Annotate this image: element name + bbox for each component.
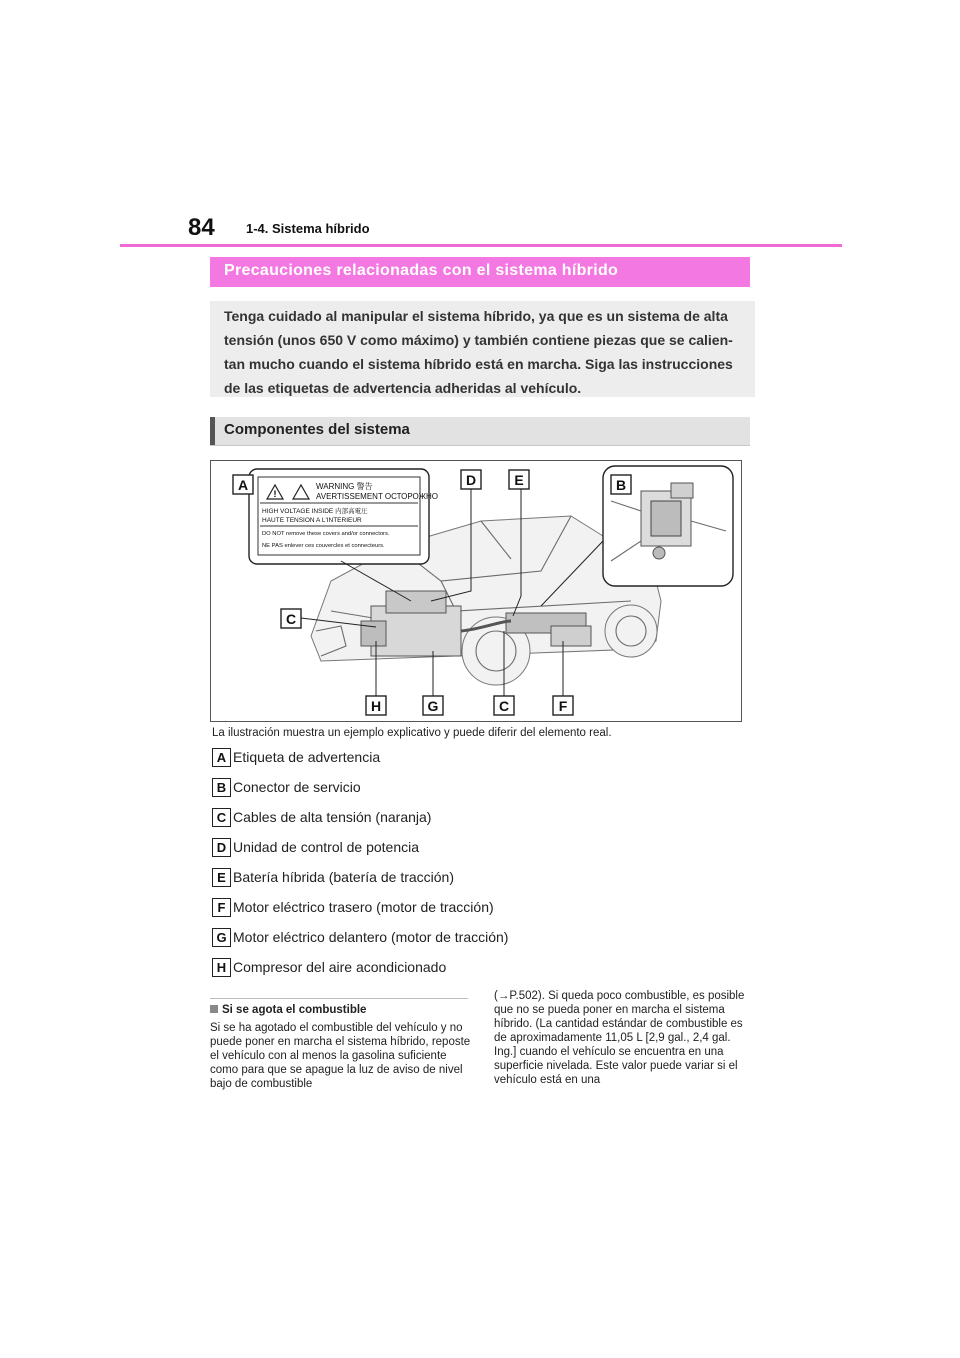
legend-badge: D	[212, 838, 231, 857]
label-C-bottom-text: C	[498, 698, 510, 714]
system-illustration	[210, 460, 742, 722]
legend-badge: C	[212, 808, 231, 827]
legend-badge: H	[212, 958, 231, 977]
square-bullet-icon	[210, 1005, 218, 1013]
legend-badge: B	[212, 778, 231, 797]
intro-text: Tenga cuidado al manipular el sistema híbrido, ya que es un sistema de alta tensión (unos 650 V como máximo) y también contiene piezas que se calien-tan mucho cuando el sistema híbrido está en marcha. Siga las instrucciones de las etiquetas de advertencia adheridas al vehículo.	[224, 308, 733, 396]
components-header-bar	[210, 417, 215, 445]
section-banner	[210, 257, 750, 287]
label-C-left-text: C	[285, 611, 297, 627]
legend-badge: A	[212, 748, 231, 767]
legend-text: Motor eléctrico trasero (motor de tracción)	[233, 899, 494, 915]
warning-label-callout	[249, 469, 438, 564]
note-right-column: (→P.502). Si queda poco combustible, es posible que no se pueda poner en marcha el sistema híbrido. (La cantidad estándar de combustible es de aproximadamente 11,05 L [2,9 gal., 2,4 gal. Ing.] cuando el vehículo se encuentra en una superficie nivelada. Este valor puede variar si el vehículo está en una	[494, 990, 745, 1086]
svg-text:!: !	[273, 489, 277, 499]
note-heading	[210, 1004, 366, 1016]
legend-text: Batería híbrida (batería de tracción)	[233, 869, 455, 885]
components-title: Componentes del sistema	[224, 421, 410, 438]
label-B	[611, 475, 631, 494]
legend-text: Etiqueta de advertencia	[233, 749, 381, 765]
header-rule	[120, 244, 842, 247]
legend-text: Motor eléctrico delantero (motor de tracción)	[233, 929, 509, 945]
label-H-text: H	[370, 698, 382, 714]
warning-label-line1: WARNING 警告	[316, 482, 373, 491]
label-E-text: E	[514, 472, 524, 488]
column-rule	[210, 998, 468, 999]
label-F-text: F	[558, 698, 568, 714]
illustration-svg	[211, 461, 741, 721]
warning-label-line4: HAUTE TENSION A L'INTERIEUR	[262, 517, 362, 524]
label-D-text: D	[465, 472, 477, 488]
label-A-text: A	[237, 477, 249, 493]
legend-text: Unidad de control de potencia	[233, 839, 420, 855]
label-B-text: B	[615, 477, 627, 493]
components-header	[210, 417, 750, 446]
label-D	[461, 470, 481, 489]
legend-text: Compresor del aire acondicionado	[233, 959, 447, 975]
label-G	[423, 696, 443, 715]
section-title: 1-4. Sistema híbrido	[246, 221, 370, 236]
intro-box	[210, 301, 755, 397]
legend-text: Conector de servicio	[233, 779, 361, 795]
warning-label-line2: AVERTISSEMENT ОСТОРОЖНО	[316, 492, 438, 501]
warning-label-line6: NE PAS enlever ces couvercles et connecteurs.	[262, 543, 385, 549]
note-left-column: Si se ha agotado el combustible del vehículo y no puede poner en marcha el sistema híbrido, reposte el vehículo con al menos la gasolina suficiente como para que se apague la luz de aviso de nivel bajo de combustible	[210, 1022, 471, 1090]
label-F	[553, 696, 573, 715]
label-C-bottom	[494, 696, 514, 715]
note-heading-text: Si se agota el combustible	[222, 1004, 367, 1016]
page-number: 84	[188, 214, 215, 241]
label-H	[366, 696, 386, 715]
warning-label-line3: HIGH VOLTAGE INSIDE 内部高電圧	[262, 508, 368, 515]
figure-caption: La ilustración muestra un ejemplo explicativo y puede diferir del elemento real.	[212, 727, 612, 739]
banner-title: Precauciones relacionadas con el sistema híbrido	[224, 262, 619, 279]
legend-badge: G	[212, 928, 231, 947]
legend-text: Cables de alta tensión (naranja)	[233, 809, 432, 825]
warning-label-line5: DO NOT remove these covers and/or connectors.	[262, 531, 390, 537]
legend-badge: E	[212, 868, 231, 887]
label-C-left	[281, 609, 301, 628]
label-E	[509, 470, 529, 489]
label-G-text: G	[427, 698, 439, 714]
label-A	[233, 475, 253, 494]
legend-badge: F	[212, 898, 231, 917]
